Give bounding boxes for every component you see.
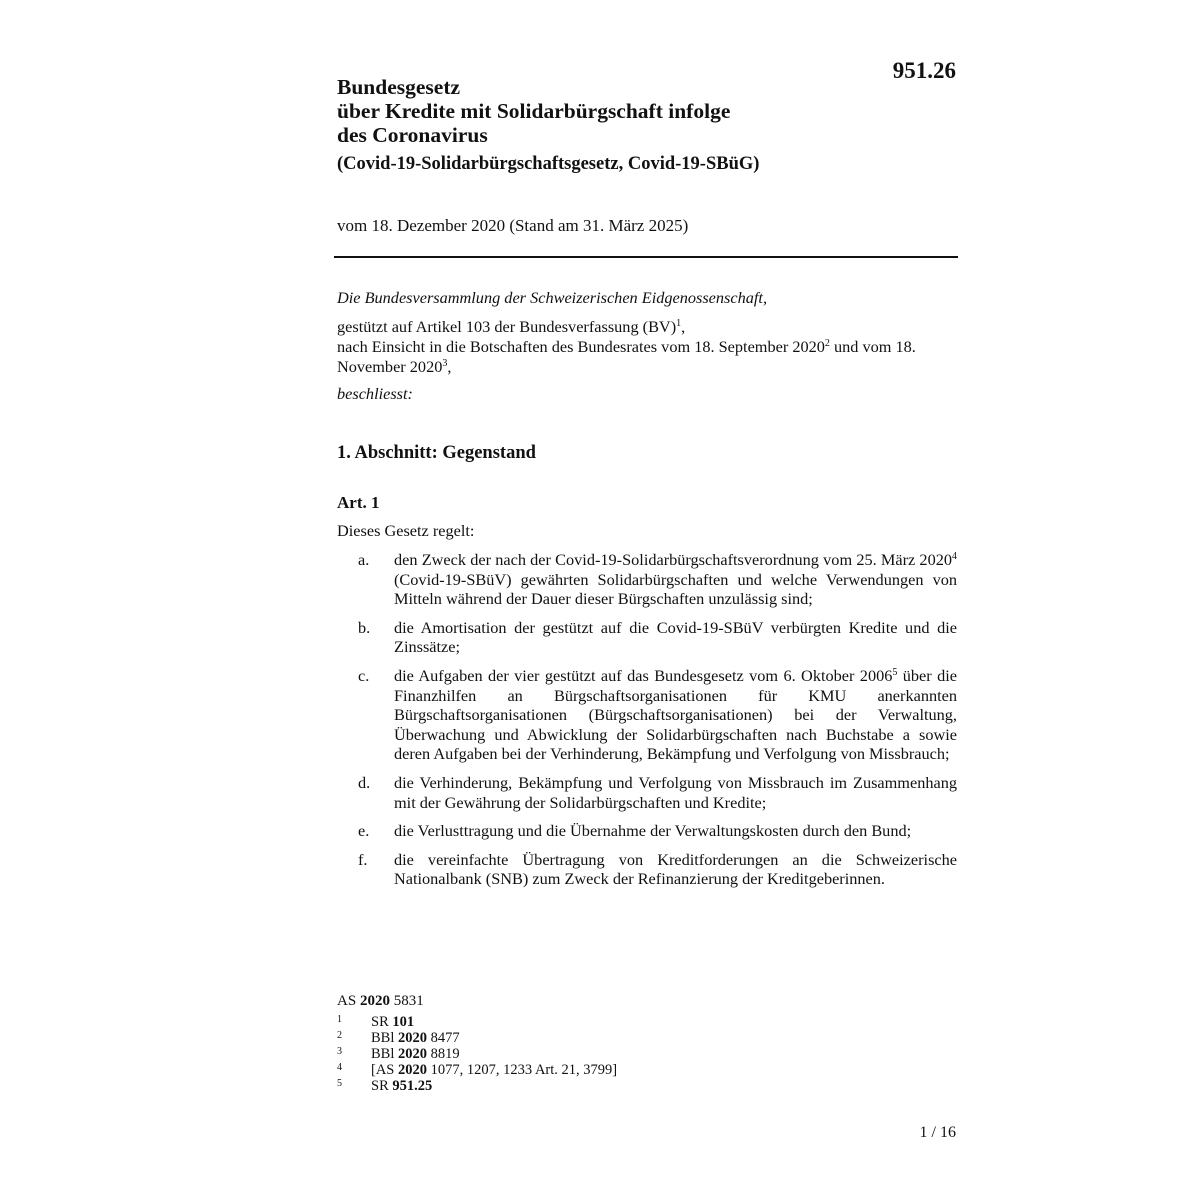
footnote: [337, 1046, 737, 1062]
footnote: [337, 1062, 737, 1078]
footnote-ref[interactable]: 5: [892, 666, 898, 678]
list-text: die vereinfachte Übertragung von Kreditforderungen an die Schweizerische Nationalbank (SNB) zum Zweck der Refinanzierung der Kreditgeberinnen.: [394, 849, 957, 889]
footnote-ref[interactable]: 4: [952, 551, 957, 562]
list-item-d: [337, 773, 957, 812]
article-intro: Dieses Gesetz regelt:: [337, 521, 475, 540]
list-letter: b.: [358, 617, 371, 637]
list-item-e: [337, 821, 957, 841]
preamble-insight: nach Einsicht in die Botschaften des Bundesrates vom 18. September 2020$^2$ und vom 18. November 2020$^3$,: [337, 337, 916, 376]
section-heading: 1. Abschnitt: Gegenstand: [337, 443, 536, 463]
list-text: den Zweck der nach der Covid-19-Solidarbürgschaftsverordnung vom 25. März 2020$^4$ (Covid-19-SBüV) gewährten Solidarbürgschaften und welche Verwendungen von Mitteln während der Dauer dieser Bürgschaften unzulässig sind;: [394, 550, 957, 609]
preamble-insight-text: nach Einsicht in die Botschaften des Bundesrates vom 18. September 2020: [337, 337, 825, 356]
preamble-basis: gestützt auf Artikel 103 der Bundesverfassung (BV)$^1$,: [337, 317, 686, 336]
law-title: [337, 75, 857, 147]
footnote-ref[interactable]: 2: [824, 338, 830, 349]
list-letter: a.: [358, 550, 370, 569]
short-title: (Covid-19-Solidarbürgschaftsgesetz, Covid-19-SBüG): [337, 154, 760, 174]
list-letter: d.: [358, 772, 371, 792]
page-number: 1 / 16: [919, 1124, 956, 1141]
preamble-decides: beschliesst:: [337, 384, 413, 403]
list-text: die Verhinderung, Bekämpfung und Verfolgung von Missbrauch im Zusammenhang mit der Gewährung der Solidarbürgschaften und Kredite;: [394, 772, 957, 812]
footnotes: [337, 1014, 737, 1094]
footnote-number: 2: [337, 1030, 342, 1041]
preamble-basis-text: gestützt auf Artikel 103 der Bundesverfassung (BV): [337, 317, 677, 336]
footnote-number: 5: [337, 1078, 342, 1089]
list-letter: f.: [358, 849, 368, 869]
date-line: vom 18. Dezember 2020 (Stand am 31. März 2025): [337, 216, 689, 235]
list-item-f: [337, 850, 957, 889]
preamble-authority: Die Bundesversammlung der Schweizerischen Eidgenossenschaft,: [337, 288, 768, 307]
list-letter: e.: [358, 821, 370, 841]
sr-number: 951.26: [892, 58, 956, 83]
official-source: AS 2020 5831: [337, 993, 424, 1009]
title-line: Bundesgesetz: [337, 75, 461, 99]
footnote-text: BBl 2020 8819: [371, 1046, 460, 1062]
footnote-text: SR 951.25: [371, 1078, 433, 1094]
list-item-b: [337, 618, 957, 657]
footnote-ref[interactable]: 3: [442, 358, 448, 369]
footnote: [337, 1014, 737, 1030]
footnote-number: 1: [337, 1014, 342, 1025]
preamble: [337, 288, 957, 404]
list-text: die Amortisation der gestützt auf die Covid-19-SBüV verbürgten Kredite und die Zinssätze;: [394, 617, 957, 657]
header-divider: [334, 256, 958, 258]
list-letter: c.: [358, 665, 370, 685]
title-line: über Kredite mit Solidarbürgschaft infolge: [337, 99, 731, 123]
list-item-c: [337, 666, 957, 764]
footnote-ref[interactable]: 1: [676, 318, 682, 329]
footnote: [337, 1030, 737, 1046]
list-text: die Verlusttragung und die Übernahme der Verwaltungskosten durch den Bund;: [394, 821, 912, 841]
article-heading: Art. 1: [337, 493, 380, 512]
footnote-number: 4: [337, 1062, 342, 1073]
footnote-number: 3: [337, 1046, 342, 1057]
list-item-a: [337, 550, 957, 609]
article-list: [337, 550, 957, 898]
title-line: des Coronavirus: [337, 123, 488, 147]
footnote: [337, 1078, 737, 1094]
list-text: die Aufgaben der vier gestützt auf das Bundesgesetz vom 6. Oktober 2006$^5$ über die Finanzhilfen an Bürgschaftsorganisationen für KMU anerkannten Bürgschaftsorganisationen (Bürgschaftsorganisationen) bei der Verwaltung, Überwachung und Abwicklung der Solidarbürgschaften nach Buchstabe a sowie deren Aufgaben bei der Verhinderung, Bekämpfung und Verfolgung von Missbrauch;: [394, 665, 957, 764]
footnote-text: BBl 2020 8477: [371, 1030, 460, 1046]
footnote-text: [AS 2020 1077, 1207, 1233 Art. 21, 3799]: [371, 1062, 618, 1078]
footnote-text: SR 101: [371, 1014, 415, 1030]
